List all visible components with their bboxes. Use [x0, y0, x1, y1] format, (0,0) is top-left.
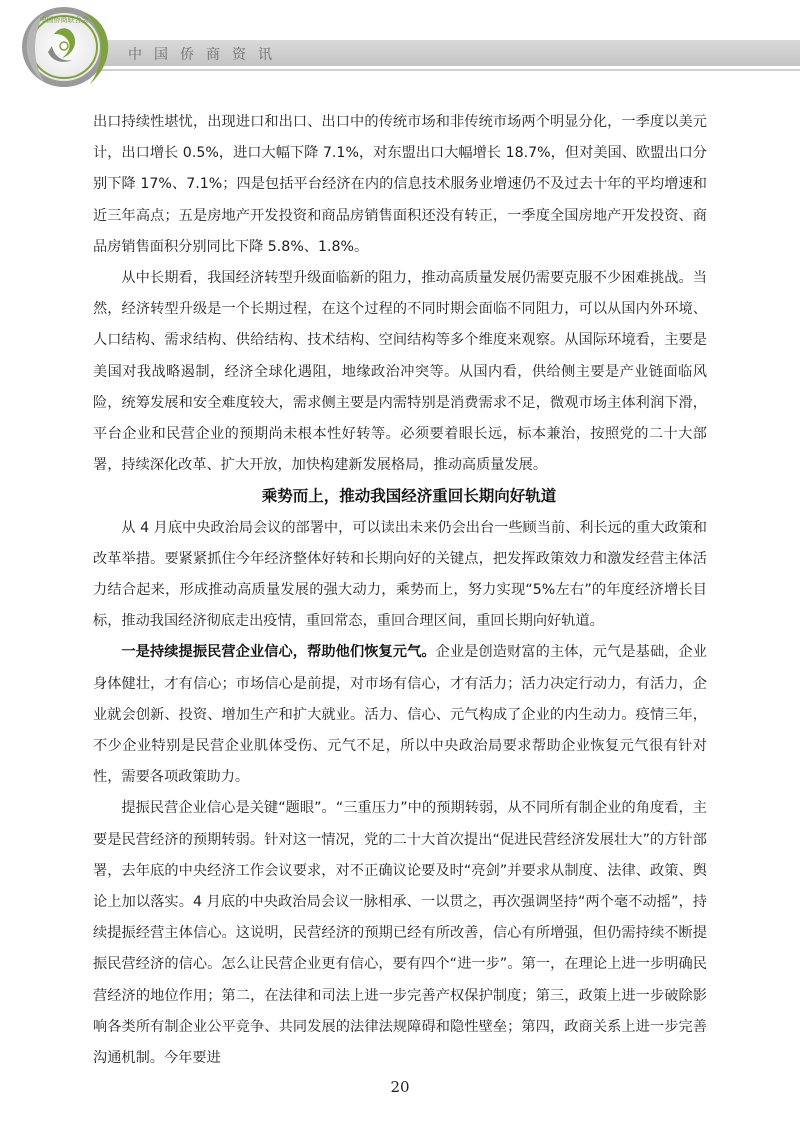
article-body	[93, 107, 707, 1074]
page-number: 20	[390, 1078, 410, 1096]
paragraph: 提振民营企业信心是关键“题眼”。“三重压力”中的预期转弱，从不同所有制企业的角度看，主要是民营经济的预期转弱。针对这一情况，党的二十大首次提出“促进民营经济发展壮大”的方针部署，去年底的中央经济工作会议要求，对不正确议论要及时“亮剑”并要求从制度、法律、政策、舆论上加以落实。4 月底的中央政治局会议一脉相承、一以贯之，再次强调坚持“两个毫不动摇”，持续提振经营主体信心。这说明，民营经济的预期已经有所改善，信心有所增强，但仍需持续不断提振民营经济的信心。怎么让民营企业更有信心，要有四个“进一步”。第一，在理论上进一步明确民营经济的地位作用；第二，在法律和司法上进一步完善产权保护制度；第三，政策上进一步破除影响各类所有制企业公平竞争、共同发展的法律法规障碍和隐性壁垒；第四，政商关系上进一步完善沟通机制。今年要进	[93, 800, 707, 1067]
paragraph: 从 4 月底中央政治局会议的部署中，可以读出未来仍会出台一些顾当前、利长远的重大政策和改革举措。要紧紧抓住今年经济整体好转和长期向好的关键点，把发挥政策效力和激发经营主体活力结合起来，形成推动高质量发展的强大动力，乘势而上，努力实现“5%左右”的年度经济增长目标，推动我国经济彻底走出疫情，重回常态，重回合理区间，重回长期向好轨道。	[93, 519, 707, 630]
paragraph: 从中长期看，我国经济转型升级面临新的阻力，推动高质量发展仍需要克服不少困难挑战。当然，经济转型升级是一个长期过程，在这个过程的不同时期会面临不同阻力，可以从国内外环境、人口结构、需求结构、供给结构、技术结构、空间结构等多个维度来观察。从国际环境看，主要是美国对我战略遏制，经济全球化遇阻，地缘政治冲突等。从国内看，供给侧主要是产业链面临风险，统筹发展和安全难度较大，需求侧主要是内需特别是消费需求不足，微观市场主体利润下滑，平台企业和民营企业的预期尚未根本性好转等。必须要着眼长远，标本兼治，按照党的二十大部署，持续深化改革、扩大开放，加快构建新发展格局，推动高质量发展。	[93, 270, 707, 474]
logo-lettering: 中国侨商联合会	[39, 16, 89, 24]
lead-paragraph-text: 企业是创造财富的主体，元气是基础，企业身体健壮，才有信心；市场信心是前提，对市场有信心，才有活力；活力决定行动力，有活力，企业就会创新、投资、增加生产和扩大就业。活力、信心、元气构成了企业的内生动力。疫情三年，不少企业特别是民营企业肌体受伤、元气不足，所以中央政治局要求帮助企业恢复元气很有针对性，需要各项政策助力。	[93, 644, 707, 786]
header-title: 中国侨商资讯	[128, 47, 284, 63]
lead-sentence: 一是持续提振民营企业信心，帮助他们恢复元气。	[121, 644, 436, 661]
paragraph-continued: 出口持续性堪忧，出现进口和出口、出口中的传统市场和非传统市场两个明显分化，一季度以美元计，出口增长 0.5%，进口大幅下降 7.1%，对东盟出口大幅增长 18.7%，但对美国、欧盟出口分别下降 17%、7.1%；四是包括平台经济在内的信息技术服务业增速仍不及过去十年的平均增速和近三年高点；五是房地产开发投资和商品房销售面积还没有转正，一季度全国房地产开发投资、商品房销售面积分别同比下降 5.8%、1.8%。	[93, 114, 707, 255]
header-divider	[78, 69, 800, 71]
organization-logo-icon	[14, 2, 122, 92]
page-header	[0, 0, 800, 90]
section-heading: 乘势而上，推动我国经济重回长期向好轨道	[261, 487, 557, 506]
lead-paragraph	[93, 637, 707, 793]
